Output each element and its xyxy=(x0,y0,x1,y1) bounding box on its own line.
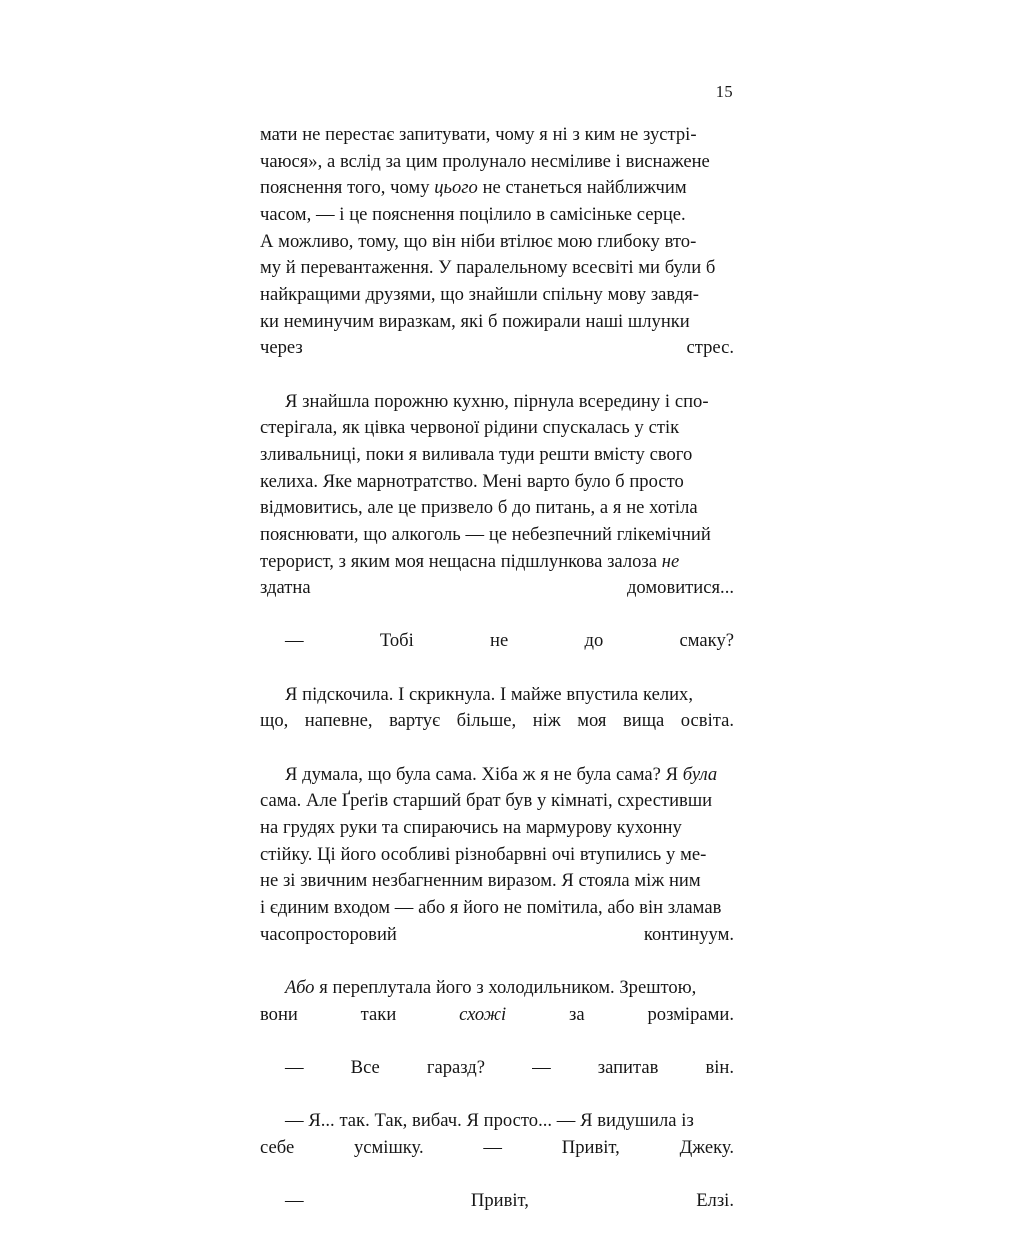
paragraph: Я думала, що була сама. Хіба ж я не була сама? Я була сама. Але Ґреґів старший брат був у кімнаті, схрестивши на грудях руки та спираючись на мармурову кухонну стійку. Ці його особливі різнобарвні очі втупились у ме- не зі звичним незбагненним виразом. Я стояла між ним і єдиним входом — або я його не помітила, або він зламав часопросторовий континуум. xyxy=(260,763,734,945)
paragraph: — Привіт, Елзі. xyxy=(285,1190,734,1212)
paragraph: — Тобі не до смаку? xyxy=(285,630,734,652)
paragraph: мати не перестає запитувати, чому я ні з ким не зустрі- чаюся», а вслід за цим пролунало несміливе і виснажене пояснення того, чому цього не станеться найближчим часом, — і це пояснення поцілило в самісіньке серце. А можливо, тому, що він ніби втілює мою глибоку вто- му й перевантаження. У паралельному всесвіті ми були б найкращими друзями, що знайшли спільну мову завдя- ки неминучим виразкам, які б пожирали наші шлунки через стрес. xyxy=(260,124,734,359)
paragraph: — Я... так. Так, вибач. Я просто... — Я видушила із себе усмішку. — Привіт, Джеку. xyxy=(260,1110,734,1158)
paragraph: — Все гаразд? — запитав він. xyxy=(285,1056,734,1078)
paragraph: Я знайшла порожню кухню, пірнула всередину і спо- стерігала, як цівка червоної рідини спускалась у стік зливальниці, поки я виливала туди решти вмісту свого келиха. Яке марнотратство. Мені варто було б просто відмовитись, але це призвело б до питань, а я не хотіла пояснювати, що алкоголь — це небезпечний глікемічний терорист, з яким моя нещасна підшлункова залоза не здатна домовитися... xyxy=(260,390,734,599)
paragraph: Або я переплутала його з холодильником. Зрештою, вони таки схожі за розмірами. xyxy=(260,977,734,1025)
paragraph: Я підскочила. І скрикнула. І майже впустила келих, що, напевне, вартує більше, ніж моя вища освіта. xyxy=(260,683,734,732)
body-text-block xyxy=(260,122,734,1242)
page-number: 15 xyxy=(715,82,733,101)
